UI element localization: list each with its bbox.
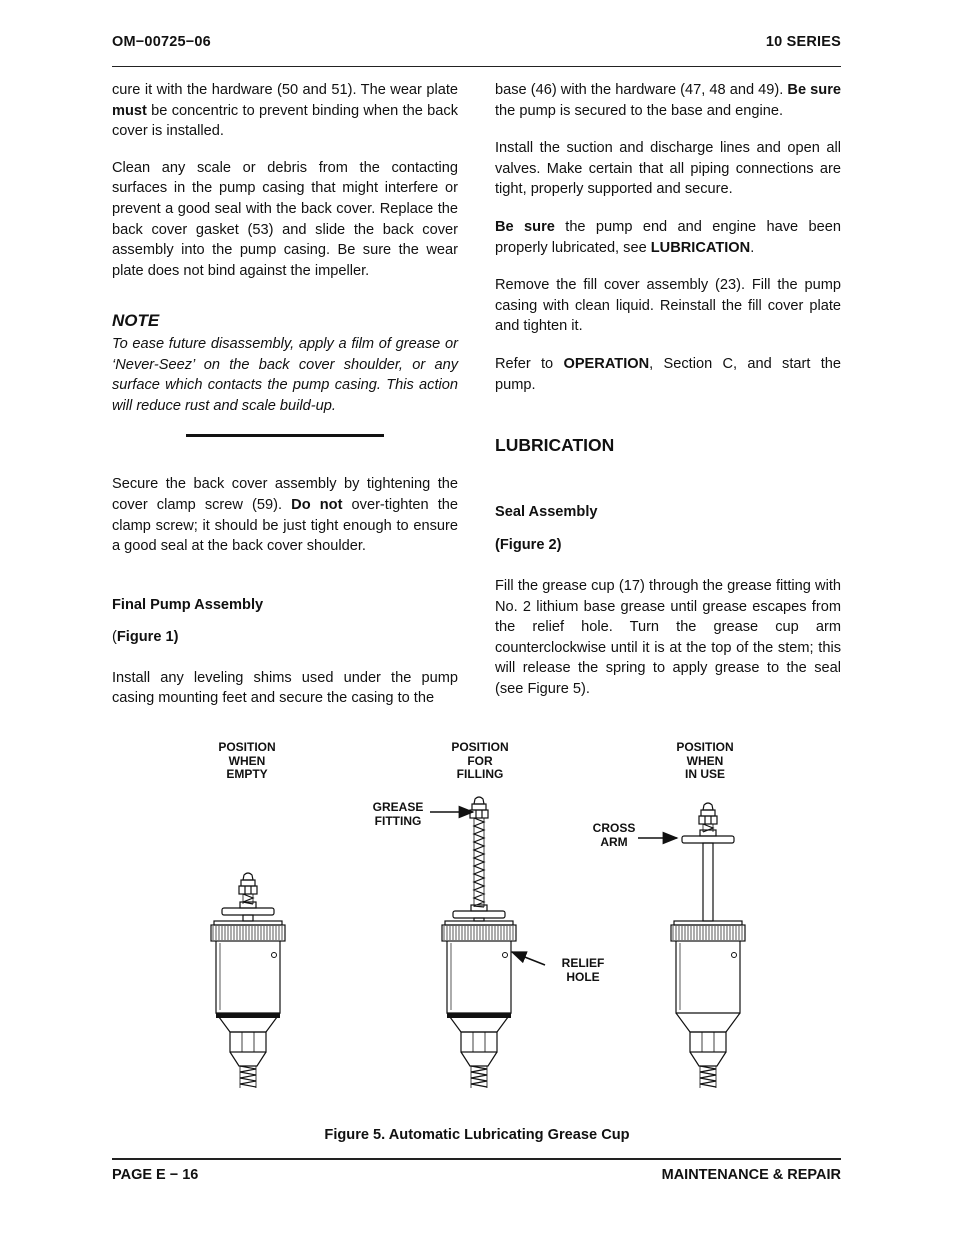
paragraph: Install the suction and discharge lines and open all valves. Make certain that all piping connections are tight, properly supported and secure. (495, 140, 841, 198)
relief-hole-arrow (512, 952, 545, 965)
figure-caption: Figure 5. Automatic Lubricating Grease Cup (324, 1127, 630, 1143)
label-position-in-use: POSITION WHEN IN USE (676, 740, 734, 781)
figure-reference: (Figure 1) (112, 629, 179, 646)
paragraph: base (46) with the hardware (47, 48 and 49). Be sure the pump is secured to the base and engine. (495, 82, 841, 119)
label-position-filling: POSITION FOR FILLING (451, 740, 509, 781)
paragraph: Clean any scale or debris from the contacting surfaces in the pump casing that might interfere or prevent a good seal with the back cover. Replace the back cover gasket (53) and slide the back cover assembly into the pump casing. Be sure the wear plate does not bind against the impeller. (112, 159, 458, 279)
paragraph: cure it with the hardware (50 and 51). The wear plate must be concentric to prevent binding when the back cover is installed. (112, 82, 458, 140)
paragraph: Remove the fill cover assembly (23). Fill the pump casing with clean liquid. Reinstall the fill cover plate and tighten it. (495, 277, 841, 335)
label-cross-arm: CROSS ARM (592, 821, 636, 849)
label-relief-hole: RELIEF HOLE (561, 956, 605, 984)
series-label: 10 SERIES (765, 34, 841, 50)
grease-cup-in-use (671, 803, 745, 1088)
paragraph: Install any leveling shims used under the pump casing mounting feet and secure the casing to the (112, 669, 458, 707)
paragraph: Secure the back cover assembly by tightening the cover clamp screw (59). Do not over-tighten the clamp screw; it should be just tight enough to ensure a good seal at the back cover shoulder. (112, 476, 459, 555)
paragraph: Fill the grease cup (17) through the grease fitting with No. 2 lithium base grease until grease escapes from the relief hole. Turn the grease cup arm counterclockwise until it is at the top of the stem; this will release the spring to apply grease to the seal (see Figure 5). (495, 577, 841, 697)
section-heading: Final Pump Assembly (112, 596, 264, 613)
label-position-empty: POSITION WHEN EMPTY (218, 740, 276, 781)
page-number: PAGE E − 16 (112, 1167, 199, 1183)
paragraph: Refer to OPERATION, Section C, and start the pump. (495, 355, 842, 393)
grease-cup-filling (442, 797, 516, 1088)
note-title: NOTE (112, 311, 160, 331)
seal-assembly-heading: Seal Assembly (495, 503, 598, 520)
footer-rule (112, 1158, 841, 1160)
section-name: MAINTENANCE & REPAIR (661, 1167, 841, 1183)
doc-number: OM−00725−06 (112, 34, 211, 50)
lubrication-heading: LUBRICATION (495, 435, 615, 456)
note-text: To ease future disassembly, apply a film of grease or ‘Never-Seez’ on the back cover shoulder, or any surface which contacts the pump casing. This action will reduce rust and scale build-up. (112, 335, 458, 414)
figure-reference: (Figure 2) (495, 537, 562, 554)
paragraph: Be sure the pump end and engine have been properly lubricated, see LUBRICATION. (495, 218, 841, 256)
label-grease-fitting: GREASE FITTING (372, 800, 424, 828)
grease-cup-empty (211, 873, 285, 1088)
